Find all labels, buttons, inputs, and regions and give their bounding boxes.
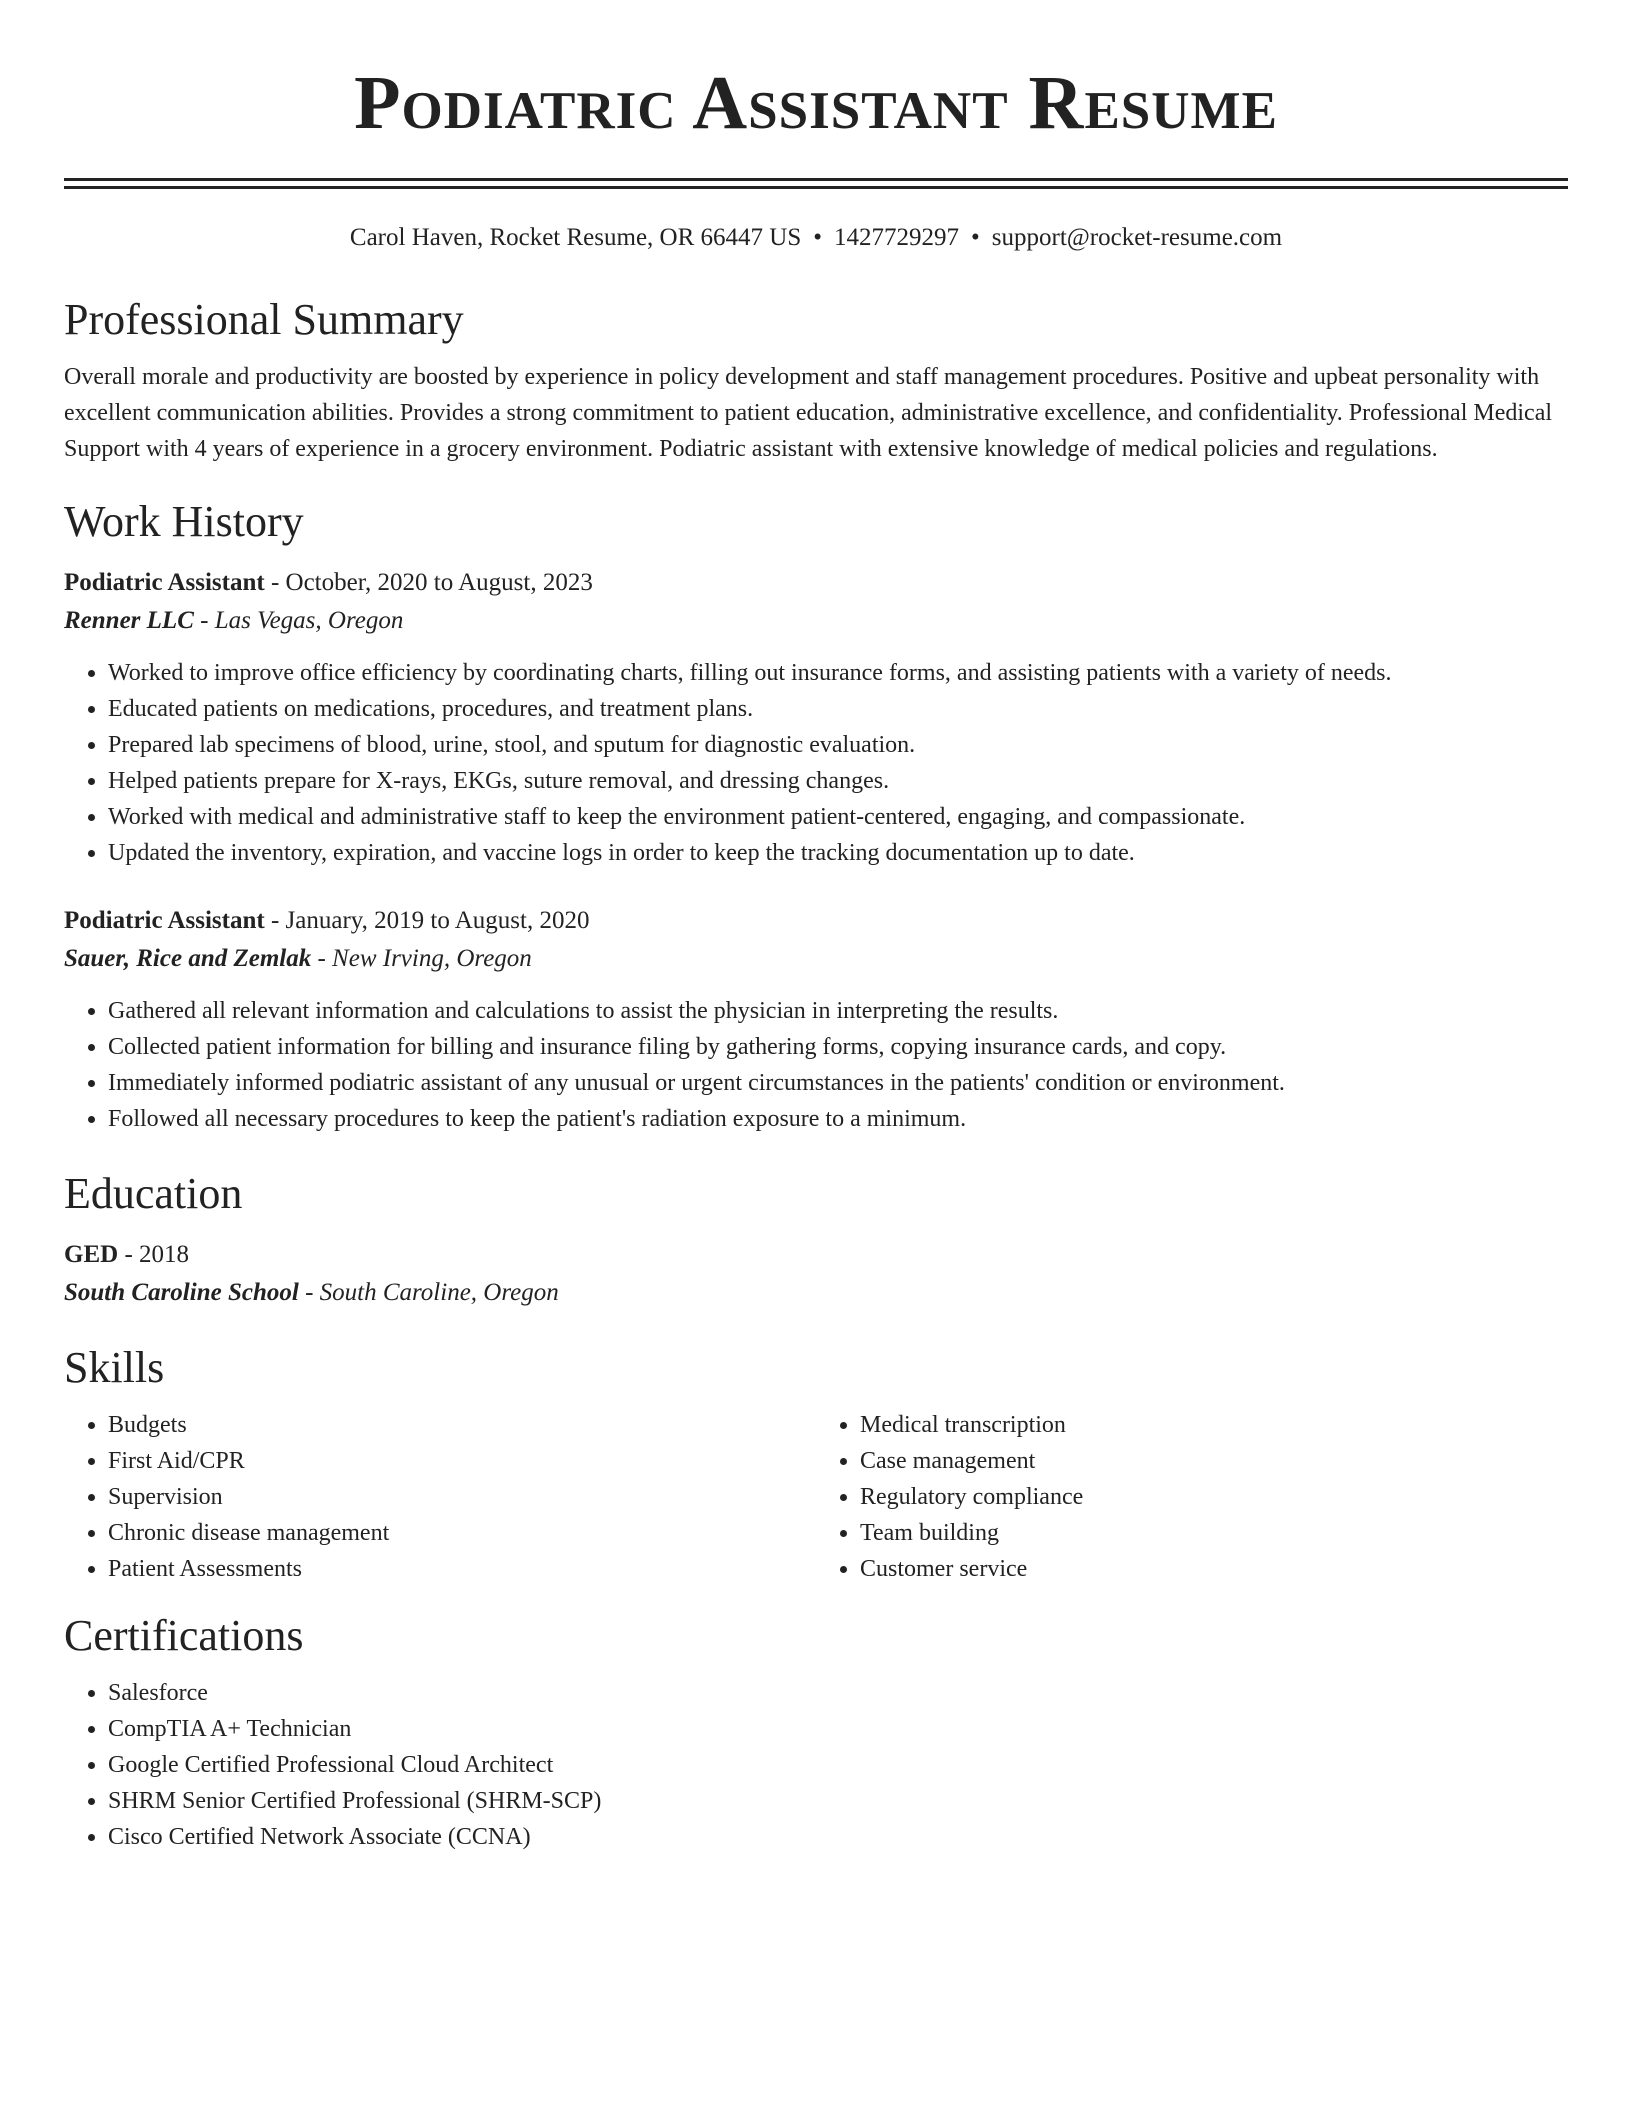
education-heading: Education — [64, 1169, 243, 1218]
list-item: • Budgets — [108, 1407, 816, 1443]
list-item: • Prepared lab specimens of blood, urine, stool, and sputum for diagnostic evaluation. — [108, 727, 1568, 763]
list-item: • Educated patients on medications, procedures, and treatment plans. — [108, 691, 1568, 727]
contact-separator: • — [971, 224, 980, 251]
list-item: • Chronic disease management — [108, 1515, 816, 1551]
job-company-line — [64, 941, 1568, 977]
contact-address: Carol Haven, Rocket Resume, OR 66447 US — [349, 224, 802, 251]
education-degree-line — [64, 1237, 1568, 1273]
list-item: • SHRM Senior Certified Professional (SHRM-SCP) — [108, 1783, 1568, 1819]
title-divider — [64, 178, 1568, 189]
list-item: • First Aid/CPR — [108, 1443, 816, 1479]
job-entry — [64, 565, 1568, 871]
job-bullets — [64, 655, 1568, 871]
job-dates: - October, 2020 to August, 2023 — [264, 569, 593, 596]
job-title-line — [64, 565, 1568, 601]
education-year: - 2018 — [118, 1241, 190, 1268]
contact-line — [64, 221, 1568, 255]
education-school: South Caroline School — [64, 1279, 299, 1306]
job-location: - New Irving, Oregon — [311, 945, 532, 972]
list-item: • Collected patient information for billing and insurance filing by gathering forms, copying insurance cards, and copy. — [108, 1029, 1568, 1065]
contact-phone: 1427729297 — [834, 224, 960, 251]
list-item: • CompTIA A+ Technician — [108, 1711, 1568, 1747]
list-item: • Immediately informed podiatric assistant of any unusual or urgent circumstances in the patients' condition or environment. — [108, 1065, 1568, 1101]
contact-email: support@rocket-resume.com — [991, 224, 1283, 251]
job-title: Podiatric Assistant — [64, 907, 265, 934]
list-item: • Gathered all relevant information and calculations to assist the physician in interpreting the results. — [108, 993, 1568, 1029]
skills-columns — [64, 1407, 1568, 1587]
list-item: • Salesforce — [108, 1675, 1568, 1711]
job-title: Podiatric Assistant — [64, 569, 265, 596]
summary-heading: Professional Summary — [64, 295, 464, 344]
certifications-heading: Certifications — [64, 1611, 304, 1660]
education-entry — [64, 1237, 1568, 1311]
list-item: • Supervision — [108, 1479, 816, 1515]
skills-list-left — [64, 1407, 816, 1587]
list-item: • Regulatory compliance — [860, 1479, 1568, 1515]
job-title-line — [64, 903, 1568, 939]
education-location: - South Caroline, Oregon — [298, 1279, 559, 1306]
job-company-line — [64, 603, 1568, 639]
job-dates: - January, 2019 to August, 2020 — [264, 907, 590, 934]
education-school-line — [64, 1275, 1568, 1311]
list-item: • Worked to improve office efficiency by coordinating charts, filling out insurance forms, and assisting patients with a variety of needs. — [108, 655, 1568, 691]
list-item: • Case management — [860, 1443, 1568, 1479]
list-item: • Customer service — [860, 1551, 1568, 1587]
list-item: • Team building — [860, 1515, 1568, 1551]
list-item: • Followed all necessary procedures to keep the patient's radiation exposure to a minimum. — [108, 1101, 1568, 1137]
list-item: • Updated the inventory, expiration, and vaccine logs in order to keep the tracking documentation up to date. — [108, 835, 1568, 871]
work-history-heading: Work History — [64, 497, 304, 546]
list-item: • Helped patients prepare for X-rays, EKGs, suture removal, and dressing changes. — [108, 763, 1568, 799]
summary-text: Overall morale and productivity are boosted by experience in policy development and staff management procedures. Positive and upbeat personality with excellent communication abilities. Provides a strong commitment to patient education, administrative excellence, and confidentiality. Professional Medical Support with 4 years of experience in a grocery environment. Podiatric assistant with extensive knowledge of medical policies and regulations. — [64, 364, 1553, 462]
job-bullets — [64, 993, 1568, 1137]
list-item: • Cisco Certified Network Associate (CCNA) — [108, 1819, 1568, 1855]
job-company: Renner LLC — [64, 607, 194, 634]
job-company: Sauer, Rice and Zemlak — [64, 945, 312, 972]
skills-heading: Skills — [64, 1343, 165, 1392]
list-item: • Google Certified Professional Cloud Architect — [108, 1747, 1568, 1783]
list-item: • Medical transcription — [860, 1407, 1568, 1443]
job-entry — [64, 903, 1568, 1137]
certifications-list — [64, 1675, 1568, 1855]
contact-separator: • — [813, 224, 823, 251]
list-item: • Worked with medical and administrative staff to keep the environment patient-centered, engaging, and compassionate. — [108, 799, 1568, 835]
job-location: - Las Vegas, Oregon — [193, 607, 404, 634]
resume-title: Podiatric Assistant Resume — [354, 61, 1278, 145]
list-item: • Patient Assessments — [108, 1551, 816, 1587]
education-degree: GED — [64, 1241, 119, 1268]
skills-list-right — [816, 1407, 1568, 1587]
